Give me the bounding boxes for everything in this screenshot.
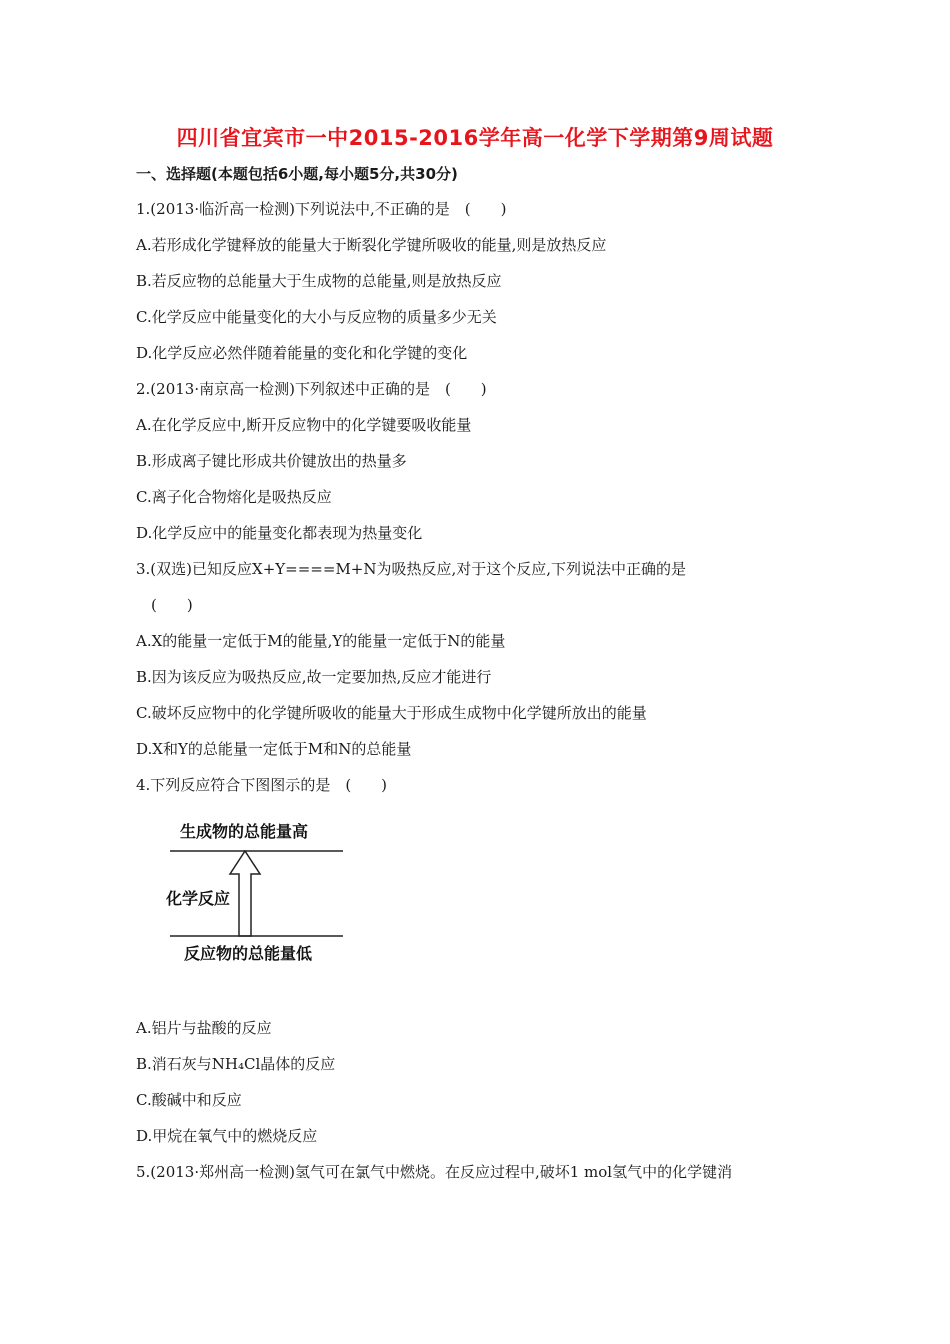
energy-diagram	[160, 812, 350, 972]
q4-option-b: B.消石灰与NH₄Cl晶体的反应	[136, 1055, 336, 1073]
q4-option-d: D.甲烷在氧气中的燃烧反应	[136, 1127, 318, 1145]
diagram-bottom-label: 反应物的总能量低	[184, 944, 313, 963]
question-3: 3.(双选)已知反应X+Y====M+N为吸热反应,对于这个反应,下列说法中正确的是	[136, 560, 687, 578]
q3-option-d: D.X和Y的总能量一定低于M和N的总能量	[136, 740, 412, 758]
up-arrow-icon	[230, 851, 260, 936]
diagram-middle-label: 化学反应	[166, 889, 231, 908]
q3-option-b: B.因为该反应为吸热反应,故一定要加热,反应才能进行	[136, 668, 492, 686]
section-heading: 一、选择题(本题包括6小题,每小题5分,共30分)	[136, 165, 458, 183]
question-2: 2.(2013·南京高一检测)下列叙述中正确的是 ( )	[136, 380, 487, 398]
q2-option-a: A.在化学反应中,断开反应物中的化学键要吸收能量	[136, 416, 472, 434]
q4-option-c: C.酸碱中和反应	[136, 1091, 242, 1109]
q3-option-c: C.破坏反应物中的化学键所吸收的能量大于形成生成物中化学键所放出的能量	[136, 704, 647, 722]
question-4: 4.下列反应符合下图图示的是 ( )	[136, 776, 388, 794]
q3-option-a: A.X的能量一定低于M的能量,Y的能量一定低于N的能量	[136, 632, 506, 650]
q1-option-a: A.若形成化学键释放的能量大于断裂化学键所吸收的能量,则是放热反应	[136, 236, 607, 254]
diagram-top-label: 生成物的总能量高	[180, 822, 309, 841]
question-1: 1.(2013·临沂高一检测)下列说法中,不正确的是 ( )	[136, 200, 507, 218]
q2-option-d: D.化学反应中的能量变化都表现为热量变化	[136, 524, 423, 542]
page-title: 四川省宜宾市一中2015-2016学年高一化学下学期第9周试题	[176, 126, 774, 150]
q2-option-c: C.离子化合物熔化是吸热反应	[136, 488, 332, 506]
q2-option-b: B.形成离子键比形成共价键放出的热量多	[136, 452, 407, 470]
q1-option-d: D.化学反应必然伴随着能量的变化和化学键的变化	[136, 344, 468, 362]
q4-option-a: A.铝片与盐酸的反应	[136, 1019, 272, 1037]
question-3-bracket: ( )	[136, 596, 193, 614]
q1-option-c: C.化学反应中能量变化的大小与反应物的质量多少无关	[136, 308, 497, 326]
q1-option-b: B.若反应物的总能量大于生成物的总能量,则是放热反应	[136, 272, 502, 290]
question-5: 5.(2013·郑州高一检测)氢气可在氯气中燃烧。在反应过程中,破坏1 mol氢气中的化学键消	[136, 1163, 733, 1181]
